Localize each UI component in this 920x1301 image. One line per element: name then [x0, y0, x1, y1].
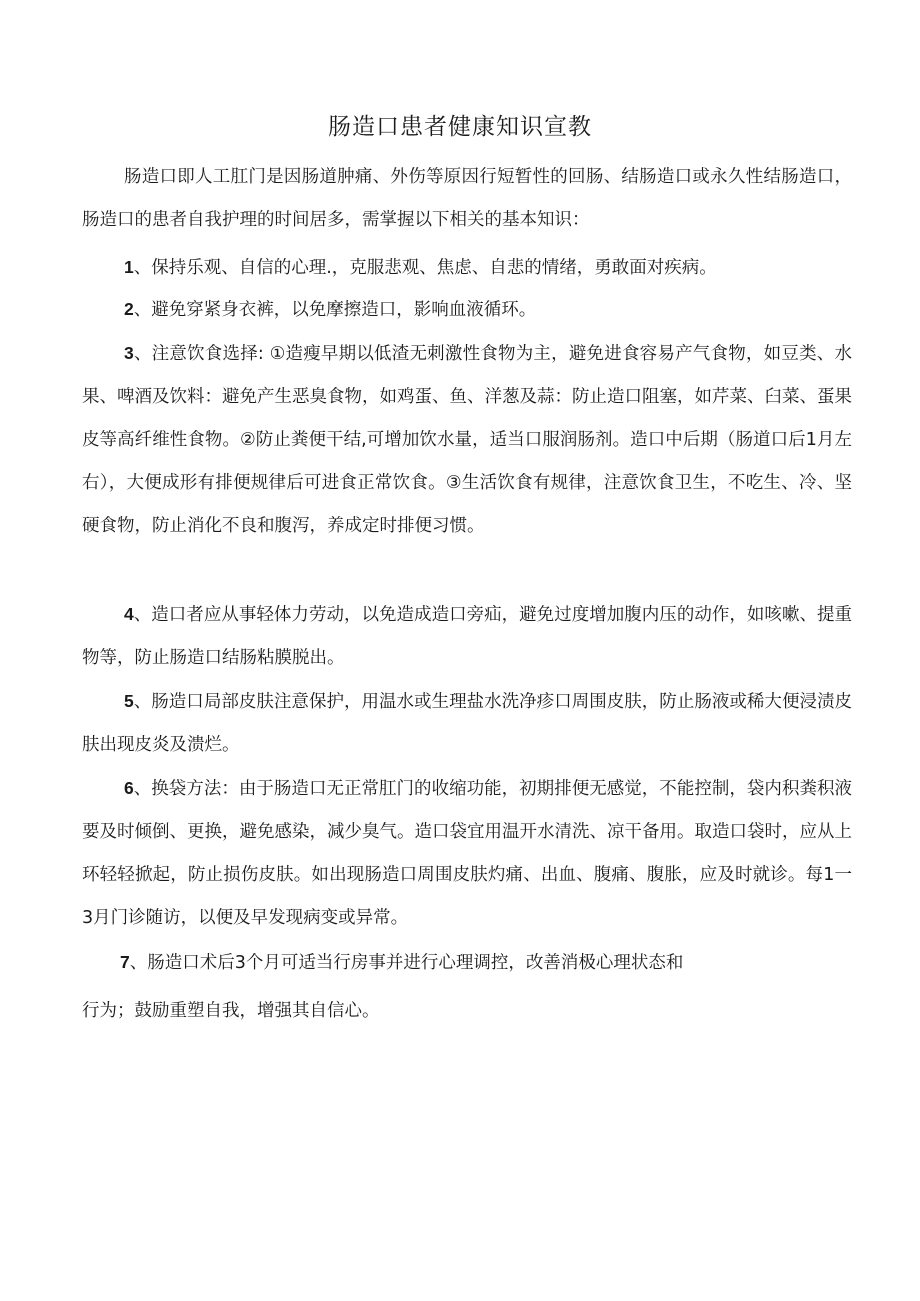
- item-5-number: 5: [124, 691, 134, 711]
- item-4-number: 4: [124, 604, 134, 624]
- item-3-number: 3: [124, 343, 134, 363]
- item-7-line-1: [120, 941, 683, 985]
- item-5-paragraph: [82, 680, 852, 767]
- page-title: 肠造口患者健康知识宣教: [328, 114, 592, 140]
- item-1-text: 、保持乐观、自信的心理.，克服悲观、焦虑、自悲的情绪，勇敢面对疾病。: [133, 258, 717, 278]
- item-2-paragraph: [82, 288, 852, 332]
- item-3-text: 、注意饮食选择: ①造瘦早期以低渣无刺激性食物为主，避免进食容易产气食物，如豆类、水果、啤酒及饮料：避免产生恶臭食物，如鸡蛋、鱼、洋葱及蒜：防止造口阻塞，如芹菜、臼菜、蛋果皮等高纤维性食物。②防止粪便干结,可增加饮水量，适当口服润肠剂。造口中后期（肠道口后1月左右），大便成形有排便规律后可进食正常饮食。③生活饮食有规律，注意饮食卫生，不吃生、冷、坚硬食物，防止消化不良和腹泻，养成定时排便习惯。: [82, 344, 852, 536]
- item-6-text: 、换袋方法：由于肠造口无正常肛门的收缩功能，初期排便无感觉，不能控制，袋内积粪积液要及时倾倒、更换，避免感染，减少臭气。造口袋宜用温开水清洗、凉干备用。取造口袋时，应从上环轻轻掀起，防止损伤皮肤。如出现肠造口周围皮肤灼痛、出血、腹痛、腹胀，应及时就诊。每1一3月门诊随访，以便及早发现病变或异常。: [82, 779, 852, 928]
- item-3-paragraph: [82, 332, 852, 548]
- item-2-number: 2: [124, 299, 134, 319]
- item-7-number: 7: [120, 952, 130, 972]
- item-2-text: 、避免穿紧身衣裤，以免摩擦造口，影响血液循环。: [133, 300, 537, 320]
- item-4-text: 、造口者应从事轻体力劳动，以免造成造口旁疝，避免过度增加腹内压的动作，如咳嗽、提重物等，防止肠造口结肠粘膜脱出。: [82, 605, 852, 668]
- item-6-paragraph: [82, 767, 852, 940]
- intro-paragraph: 肠造口即人工肛门是因肠道肿痛、外伤等原因行短暂性的回肠、结肠造口或永久性结肠造口，肠造口的患者自我护理的时间居多，需掌握以下相关的基本知识：: [82, 167, 852, 230]
- item-6-number: 6: [124, 778, 134, 798]
- item-5-text: 、肠造口局部皮肤注意保护，用温水或生理盐水洗净疹口周围皮肤，防止肠液或稀大便浸渍皮肤出现皮炎及溃烂。: [82, 692, 852, 755]
- item-1-paragraph: [82, 246, 852, 290]
- item-7-text-line-1: 、肠造口术后3个月可适当行房事并进行心理调控，改善消极心理状态和: [129, 953, 684, 973]
- item-4-paragraph: [82, 593, 852, 680]
- item-7-line-2: 行为；鼓励重塑自我，增强其自信心。: [82, 1001, 380, 1021]
- item-1-number: 1: [124, 257, 134, 277]
